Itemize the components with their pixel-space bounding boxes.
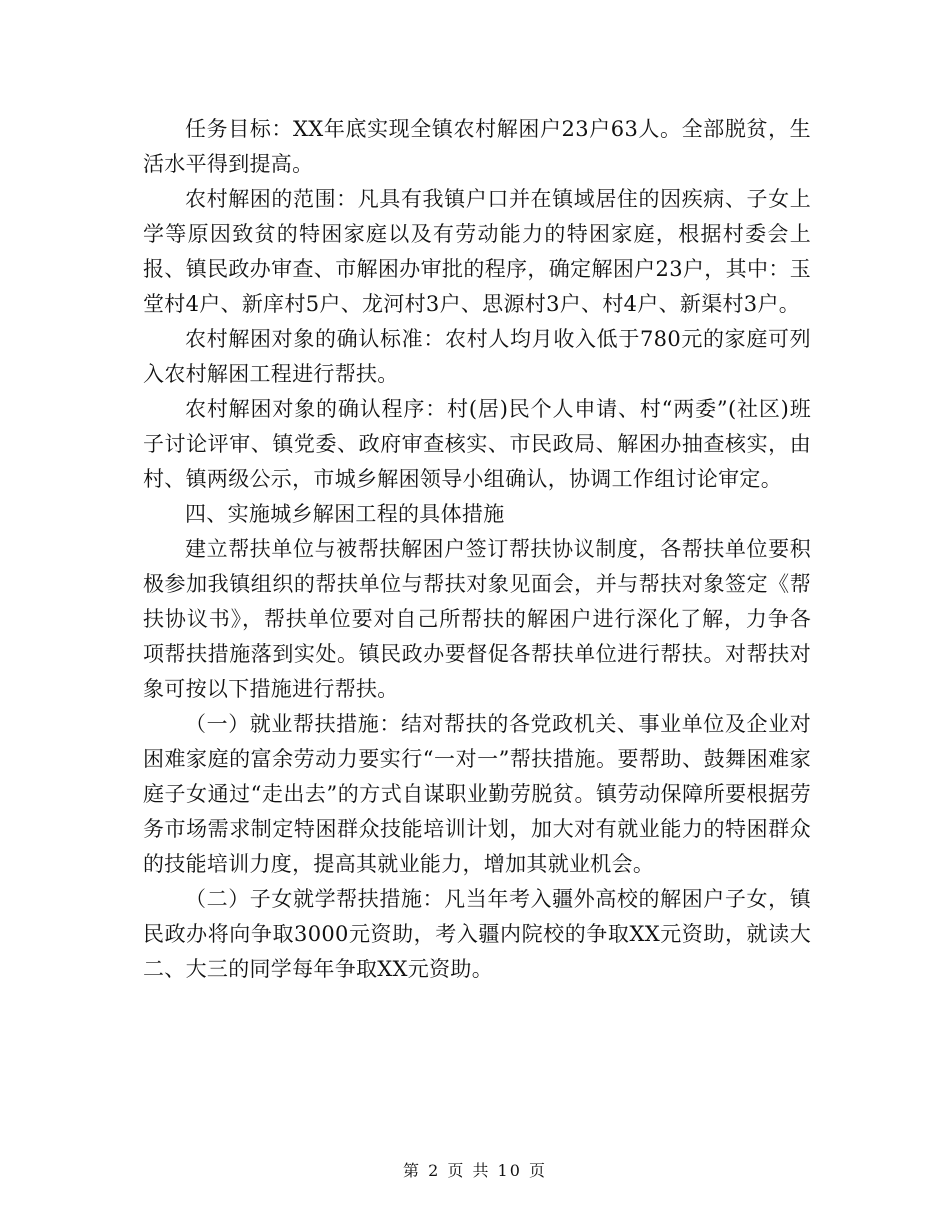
- paragraph-scope: 农村解困的范围：凡具有我镇户口并在镇域居住的因疾病、子女上学等原因致贫的特困家庭以及有劳动能力的特困家庭，根据村委会上报、镇民政办审查、市解困办审批的程序，确定解困户23户，其中：玉堂村4户、新庠村5户、龙河村3户、思源村3户、村4户、新渠村3户。: [143, 187, 811, 316]
- section-heading: 四、实施城乡解困工程的具体措施: [185, 502, 505, 526]
- paragraph-procedure: 农村解困对象的确认程序：村(居)民个人申请、村“两委”(社区)班子讨论评审、镇党委、政府审查核实、市民政局、解困办抽查核实，由村、镇两级公示，市城乡解困领导小组确认，协调工作组讨论审定。: [143, 397, 811, 491]
- paragraph-task-goal: 任务目标：XX年底实现全镇农村解困户23户63人。全部脱贫，生活水平得到提高。: [143, 117, 811, 176]
- paragraph-criteria: 农村解困对象的确认标准：农村人均月收入低于780元的家庭可列入农村解困工程进行帮扶。: [143, 327, 811, 386]
- paragraph-agreement: 建立帮扶单位与被帮扶解困户签订帮扶协议制度，各帮扶单位要积极参加我镇组织的帮扶单位与帮扶对象见面会，并与帮扶对象签定《帮扶协议书》，帮扶单位要对自己所帮扶的解困户进行深化了解，力争各项帮扶措施落到实处。镇民政办要督促各帮扶单位进行帮扶。对帮扶对象可按以下措施进行帮扶。: [143, 537, 811, 701]
- paragraph-employment-measure: （一）就业帮扶措施：结对帮扶的各党政机关、事业单位及企业对困难家庭的富余劳动力要实行“一对一”帮扶措施。要帮助、鼓舞困难家庭子女通过“走出去”的方式自谋职业勤劳脱贫。镇劳动保障所要根据劳务市场需求制定特困群众技能培训计划，加大对有就业能力的特困群众的技能培训力度，提高其就业能力，增加其就业机会。: [143, 712, 811, 876]
- page-number-footer: 第 2 页 共 10 页: [403, 1161, 547, 1180]
- paragraph-education-measure: （二）子女就学帮扶措施：凡当年考入疆外高校的解困户子女，镇民政办将向争取3000元资助，考入疆内院校的争取XX元资助，就读大二、大三的同学每年争取XX元资助。: [143, 887, 811, 981]
- document-body: [143, 112, 811, 987]
